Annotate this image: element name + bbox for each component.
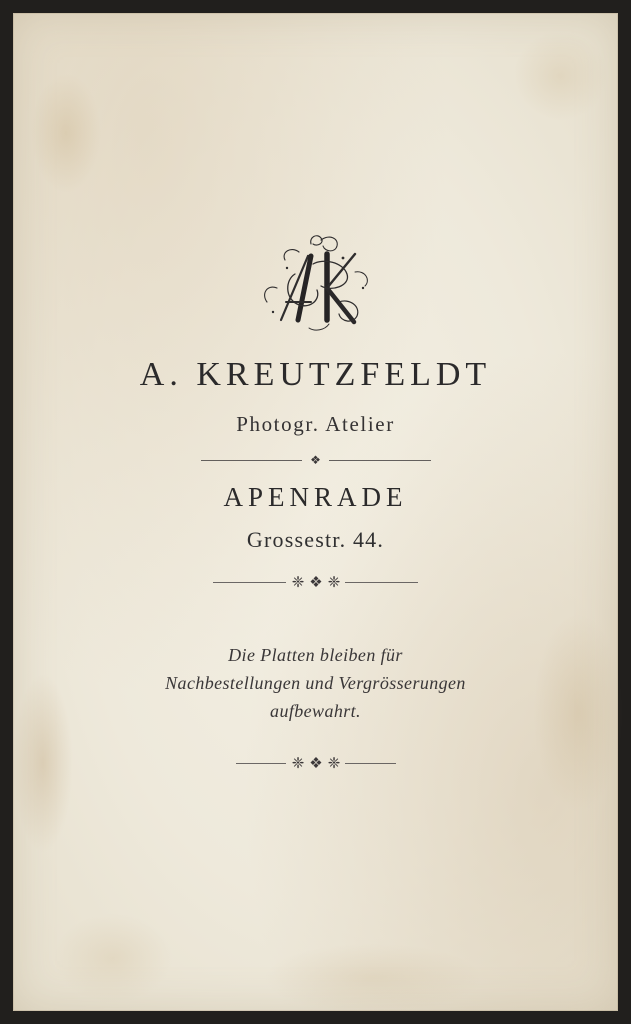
studio-name: A. KREUTZFELDT bbox=[139, 356, 492, 393]
divider-small bbox=[201, 454, 431, 466]
studio-street: Grossestr. 44. bbox=[246, 527, 385, 552]
ornament-left-icon: ❈ bbox=[291, 574, 304, 591]
ornament-center-icon: ❖ bbox=[309, 574, 322, 591]
note-line-3: aufbewahrt. bbox=[270, 700, 361, 721]
paper-stain bbox=[53, 913, 173, 1003]
divider-fancy-bottom bbox=[236, 756, 396, 771]
ornament-left-icon: ❈ bbox=[291, 754, 304, 772]
ornament-right-icon: ❈ bbox=[327, 574, 340, 591]
note-line-2: Nachbestellungen und Vergrösserungen bbox=[165, 672, 466, 693]
divider-rule-left bbox=[236, 763, 286, 764]
plate-storage-note bbox=[126, 642, 506, 726]
divider-rule-right bbox=[345, 582, 418, 583]
ornament-icon: ❖ bbox=[310, 453, 321, 467]
divider-rule-left bbox=[201, 460, 303, 461]
ornament-right-icon: ❈ bbox=[327, 754, 340, 772]
divider-rule-right bbox=[345, 763, 395, 764]
divider-rule-left bbox=[213, 582, 286, 583]
divider-rule-right bbox=[329, 460, 431, 461]
ornament-center-icon: ❖ bbox=[309, 754, 322, 772]
studio-city: APENRADE bbox=[223, 482, 408, 512]
note-line-1: Die Platten bleiben für bbox=[228, 645, 403, 665]
photo-card bbox=[13, 13, 618, 1011]
card-content bbox=[13, 13, 618, 771]
monogram-ak-icon bbox=[13, 228, 618, 338]
paper-stain bbox=[263, 943, 483, 1013]
studio-subtitle: Photogr. Atelier bbox=[236, 412, 395, 436]
divider-fancy-top bbox=[213, 575, 418, 590]
